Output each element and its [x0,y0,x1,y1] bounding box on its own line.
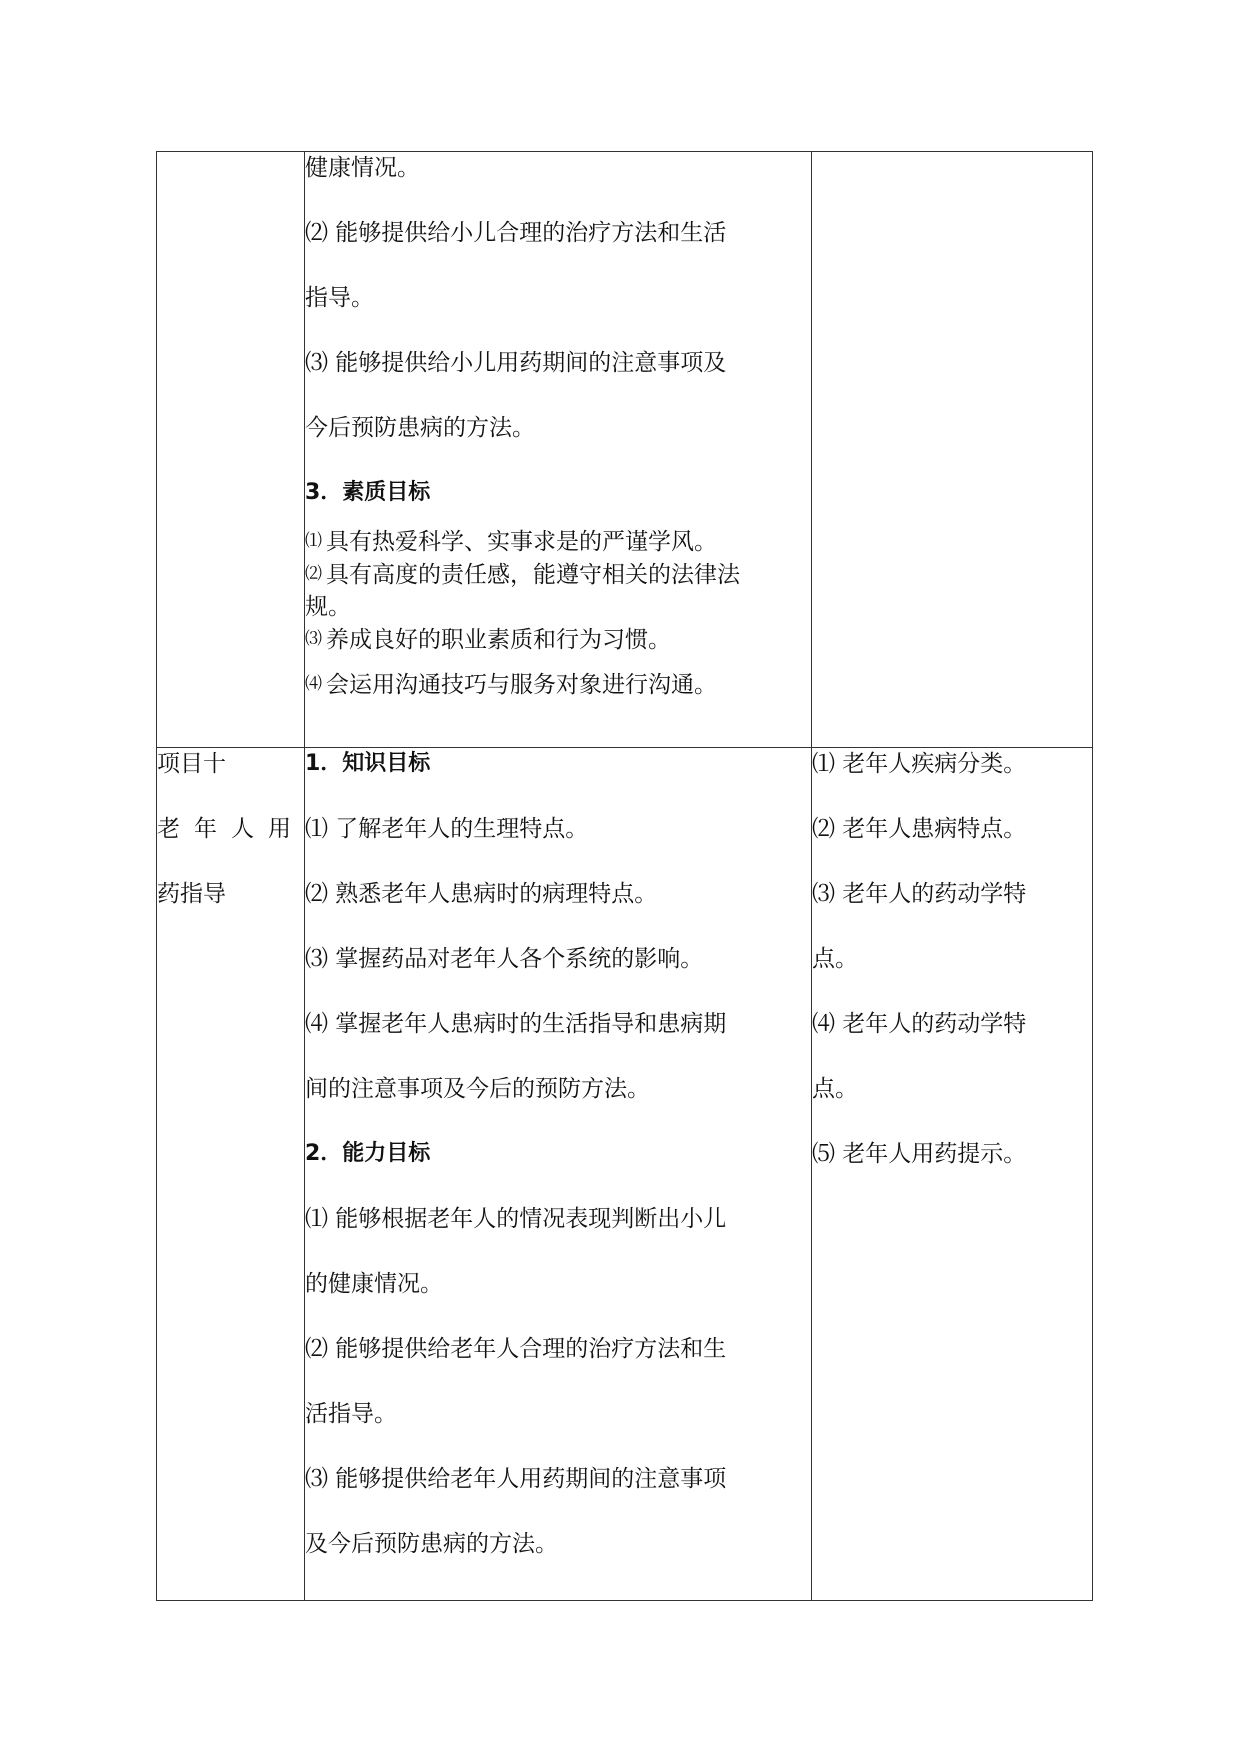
row2-project-cell [157,748,305,1601]
text-line: ⑶ 能够提供给小儿用药期间的注意事项及 [305,350,727,376]
text-line: ⑷ 老年人的药动学特 [812,1011,1027,1037]
text-line: 点。 [812,946,858,972]
list-item-continuation: 规。 [305,594,351,620]
text-line: ⑶ 老年人的药动学特 [812,881,1027,907]
project-title-line: 项目十 [157,751,226,777]
text-line: 指导。 [305,285,374,311]
text-line: 及今后预防患病的方法。 [305,1531,558,1557]
list-item [305,558,811,591]
row1-content-cell [812,152,1093,748]
list-item [305,668,811,701]
item-number: ⑶ [305,629,322,649]
text-line: 活指导。 [305,1401,397,1427]
text-line: 点。 [812,1076,858,1102]
section-heading: 2．能力目标 [305,1141,431,1166]
item-number: ⑴ [305,531,322,551]
text-line: ⑴ 了解老年人的生理特点。 [305,816,589,842]
text-line: ⑴ 老年人疾病分类。 [812,751,1027,777]
table-row [157,152,1093,748]
text-line: ⑵ 能够提供给老年人合理的治疗方法和生 [305,1336,727,1362]
project-title-line: 老年人用 [157,816,305,842]
text-line: ⑶ 能够提供给老年人用药期间的注意事项 [305,1466,727,1492]
text-line: ⑷ 掌握老年人患病时的生活指导和患病期 [305,1011,727,1037]
item-text: 会运用沟通技巧与服务对象进行沟通。 [326,672,717,698]
item-text: 具有热爱科学、实事求是的严谨学风。 [326,529,717,555]
row1-project-cell [157,152,305,748]
content-table [156,151,1093,1601]
item-text: 具有高度的责任感，能遵守相关的法律法 [326,562,740,588]
quality-list [305,525,811,701]
text-line: ⑵ 能够提供给小儿合理的治疗方法和生活 [305,220,727,246]
text-line: ⑶ 掌握药品对老年人各个系统的影响。 [305,946,704,972]
item-number: ⑵ [305,564,322,584]
row1-objectives-cell [305,152,812,748]
text-line: 的健康情况。 [305,1271,443,1297]
list-item [305,623,811,656]
text-line: 间的注意事项及今后的预防方法。 [305,1076,650,1102]
table-row [157,748,1093,1601]
text-line: ⑸ 老年人用药提示。 [812,1141,1027,1167]
section-heading: 3．素质目标 [305,480,431,505]
item-text: 养成良好的职业素质和行为习惯。 [326,627,671,653]
text-line: ⑴ 能够根据老年人的情况表现判断出小儿 [305,1206,727,1232]
text-line: ⑵ 老年人患病特点。 [812,816,1027,842]
project-title-line: 药指导 [157,881,226,907]
text-line: ⑵ 熟悉老年人患病时的病理特点。 [305,881,658,907]
text-line: 今后预防患病的方法。 [305,415,535,441]
item-number: ⑷ [305,674,322,694]
row2-objectives-cell [305,748,812,1601]
list-item [305,525,811,558]
text-line: 健康情况。 [305,155,420,181]
row2-content-cell [812,748,1093,1601]
section-heading: 1．知识目标 [305,751,431,776]
